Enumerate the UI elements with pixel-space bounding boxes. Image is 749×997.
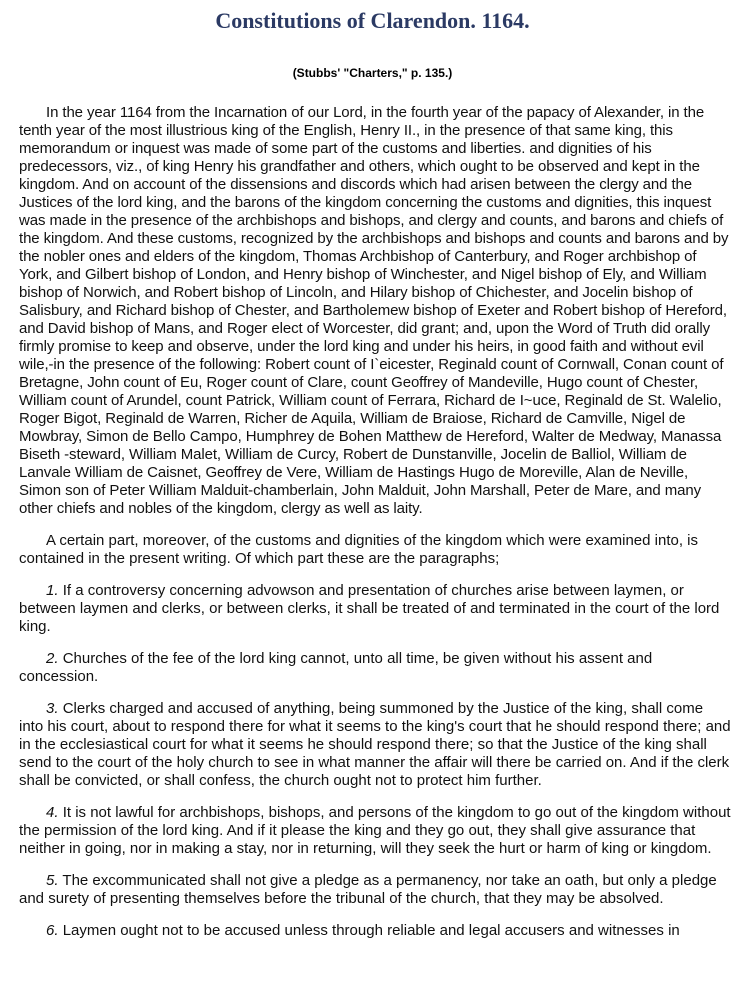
article-number: 4. [46, 804, 59, 821]
document-body [19, 104, 731, 954]
article-text: If a controversy concerning advowson and presentation of churches arise between laymen, or between laymen and clerks, or between clerks, it shall be treated of and terminated in the court of the lord king. [19, 582, 720, 635]
article-paragraph [19, 700, 731, 790]
article-paragraph [19, 922, 731, 940]
intro-paragraph-statement: A certain part, moreover, of the customs and dignities of the kingdom which were examined into, is contained in the present writing. Of which part these are the paragraphs; [19, 532, 699, 567]
article-number: 3. [46, 700, 59, 717]
article-number: 5. [46, 872, 59, 889]
article-text: Clerks charged and accused of anything, being summoned by the Justice of the king, shall come into his court, about to respond there for what it seems to the king's court that he should respond there; and in the ecclesiastical court for what it seems he should respond there; so that the Justice of the king shall send to the court of the holy church to see in what manner the affair will there be carried on. And if the clerk shall be convicted, or shall confess, the church ought not to protect him further. [19, 700, 731, 789]
article-text: Churches of the fee of the lord king cannot, unto all time, be given without his assent and concession. [19, 650, 653, 685]
article-paragraph [19, 804, 731, 858]
article-number: 2. [46, 650, 59, 667]
article-number: 1. [46, 582, 59, 599]
source-citation: (Stubbs' "Charters," p. 135.) [292, 66, 453, 80]
intro-paragraph-preamble: In the year 1164 from the Incarnation of our Lord, in the fourth year of the papacy of Alexander, in the tenth year of the most illustrious king of the English, Henry II., in the presence of that same king, this memorandum or inquest was made of some part of the customs and liberties. and dignities of his predecessors, viz., of king Henry his grandfather and others, which ought to be observed and kept in the kingdom. And on account of the dissensions and discords which had arisen between the clergy and the Justices of the lord king, and the barons of the kingdom concerning the customs and dignities, this inquest was made in the presence of the archbishops and bishops, and clergy and counts, and barons and chiefs of the kingdom. And these customs, recognized by the archbishops and bishops and counts and barons and by the nobler ones and elders of the kingdom, Thomas Archbishop of Canterbury, and Roger archbishop of York, and Gilbert bishop of London, and Henry bishop of Winchester, and Nigel bishop of Ely, and William bishop of Norwich, and Robert bishop of Lincoln, and Hilary bishop of Chichester, and Jocelin bishop of Salisbury, and Richard bishop of Chester, and Bartholemew bishop of Exeter and Robert bishop of Hereford, and David bishop of Mans, and Roger elect of Worcester, did grant; and, upon the Word of Truth did orally firmly promise to keep and observe, under the lord king and under his heirs, in good faith and without evil wile,-in the presence of the following: Robert count of I`eicester, Reginald count of Cornwall, Conan count of Bretagne, John count of Eu, Roger count of Clare, count Geoffrey of Mandeville, Hugo count of Chester, William count of Arundel, count Patrick, William count of Ferrara, Richard de I~uce, Reginald de St. Walelio, Roger Bigot, Reginald de Warren, Richer de Aquila, William de Braiose, Richard de Camville, Nigel de Mowbray, Simon de Bello Campo, Humphrey de Bohen Matthew de Hereford, Walter de Medway, Manassa Biseth -steward, William Malet, William de Curcy, Robert de Dunstanville, Jocelin de Balliol, William de Lanvale William de Caisnet, Geoffrey de Vere, William de Hastings Hugo de Moreville, Alan de Neville, Simon son of Peter William Malduit-chamberlain, John Malduit, John Marshall, Peter de Mare, and many other chiefs and nobles of the kingdom, clergy as well as laity. [19, 104, 729, 517]
article-text: The excommunicated shall not give a pledge as a permanency, nor take an oath, but only a pledge and surety of presenting themselves before the tribunal of the church, that they may be absolved. [19, 872, 717, 907]
article-paragraph [19, 872, 731, 908]
document-title: Constitutions of Clarendon. 1164. [215, 8, 530, 33]
article-paragraph [19, 650, 731, 686]
article-text: It is not lawful for archbishops, bishops, and persons of the kingdom to go out of the kingdom without the permission of the lord king. And if it please the king and they go out, they shall give assurance that neither in going, nor in making a stay, nor in returning, will they seek the hurt or harm of king or kingdom. [19, 804, 731, 857]
article-paragraph [19, 582, 731, 636]
article-number: 6. [46, 922, 59, 939]
article-text: Laymen ought not to be accused unless through reliable and legal accusers and witnesses in [62, 922, 680, 939]
